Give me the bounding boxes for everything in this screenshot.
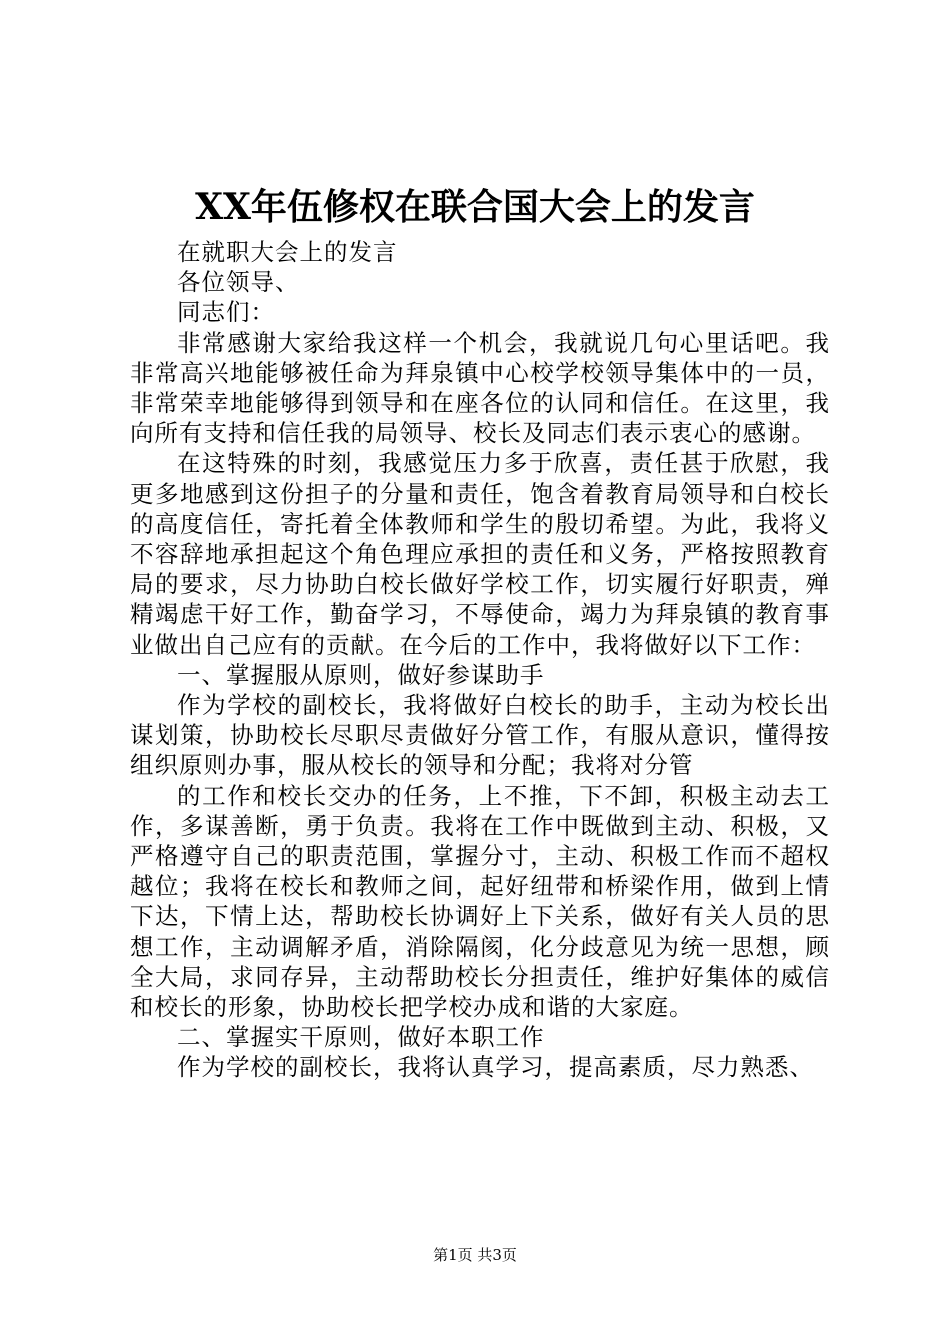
section-heading: 一、掌握服从原则，做好参谋助手 xyxy=(177,660,545,689)
paragraph: 的工作和校长交办的任务，上不推，下不卸，积极主动去工作，多谋善断，勇于负责。我将在工作中既做到主动、积极，又严格遵守自己的职责范围，掌握分寸，主动、积极工作而不超权越位；我将在校长和教师之间，起好纽带和桥梁作用，做到上情下达，下情上达，帮助校长协调好上下关系，做好有关人员的思想工作，主动调解矛盾，消除隔阂，化分歧意见为统一思想，顾全大局，求同存异，主动帮助校长分担责任，维护好集体的威信和校长的形象，协助校长把学校办成和谐的大家庭。 xyxy=(130,781,830,1022)
document-body xyxy=(130,210,830,1083)
paragraph: 在就职大会上的发言 xyxy=(177,238,398,266)
paragraph: 在这特殊的时刻，我感觉压力多于欣喜，责任甚于欣慰，我更多地感到这份担子的分量和责任，饱含着教育局领导和白校长的高度信任，寄托着全体教师和学生的殷切希望。为此，我将义不容辞地承担起这个角色理应承担的责任和义务，严格按照教育局的要求，尽力协助白校长做好学校工作，切实履行好职责，殚精竭虑干好工作，勤奋学习，不辱使命，竭力为拜泉镇的教育事业做出自己应有的贡献。在今后的工作中，我将做好以下工作： xyxy=(130,449,830,659)
paragraph: 同志们： xyxy=(177,298,275,327)
section-heading: 二、掌握实干原则，做好本职工作 xyxy=(177,1023,545,1052)
paragraph: 作为学校的副校长，我将认真学习，提高素质，尽力熟悉、 xyxy=(177,1053,814,1082)
paragraph: 作为学校的副校长，我将做好白校长的助手，主动为校长出谋划策，协助校长尽职尽责做好分管工作，有服从意识，懂得按组织原则办事，服从校长的领导和分配；我将对分管 xyxy=(130,691,830,780)
paragraph: 各位领导、 xyxy=(177,268,300,297)
paragraph: 非常感谢大家给我这样一个机会，我就说几句心里话吧。我非常高兴地能够被任命为拜泉镇中心校学校领导集体中的一员，非常荣幸地能够得到领导和在座各位的认同和信任。在这里，我向所有支持和信任我的局领导、校长及同志们表示衷心的感谢。 xyxy=(130,328,830,448)
page-number: 第1页 共3页 xyxy=(433,1246,517,1264)
document-title: XX年伍修权在联合国大会上的发言 xyxy=(195,186,755,228)
